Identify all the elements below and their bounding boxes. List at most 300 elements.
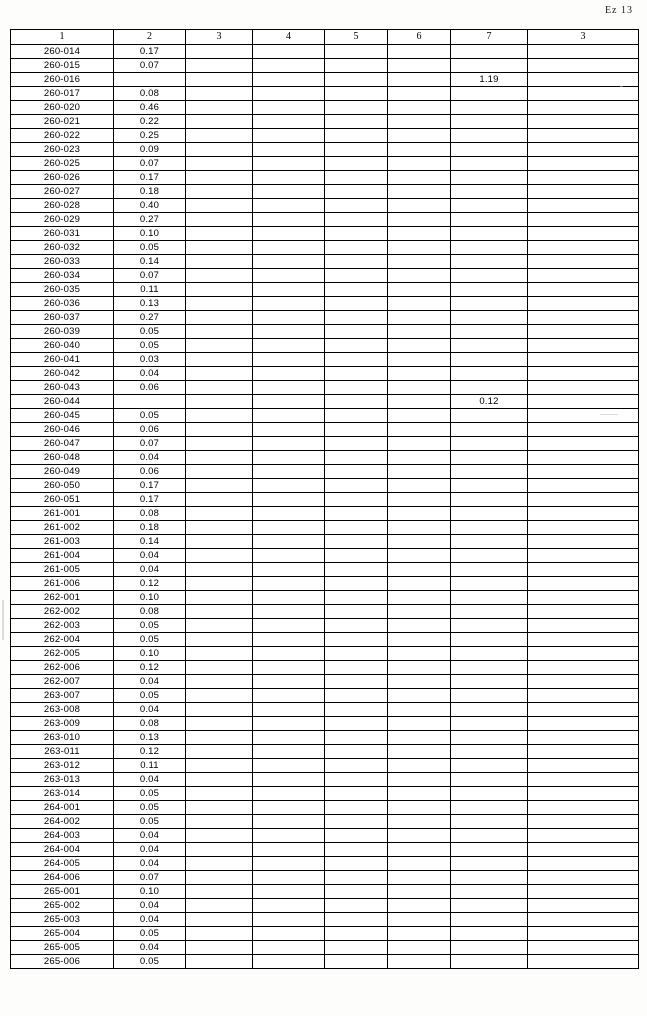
row-value-cell: 0.12	[114, 661, 186, 675]
row-value-cell	[388, 605, 451, 619]
table-row	[11, 717, 639, 731]
row-value-cell	[325, 773, 388, 787]
row-value-cell	[253, 465, 325, 479]
table-row	[11, 101, 639, 115]
row-value-cell	[451, 577, 528, 591]
row-value-cell	[528, 115, 639, 129]
row-value-cell	[528, 353, 639, 367]
row-id-cell: 260-022	[11, 129, 114, 143]
row-value-cell	[388, 871, 451, 885]
row-value-cell	[186, 255, 253, 269]
row-value-cell	[451, 941, 528, 955]
row-value-cell	[186, 871, 253, 885]
row-value-cell	[253, 885, 325, 899]
row-value-cell	[388, 115, 451, 129]
row-value-cell	[186, 717, 253, 731]
row-value-cell	[528, 577, 639, 591]
row-value-cell	[388, 255, 451, 269]
row-value-cell	[186, 45, 253, 59]
table-row	[11, 73, 639, 87]
row-value-cell	[325, 227, 388, 241]
row-value-cell	[186, 941, 253, 955]
row-id-cell: 263-009	[11, 717, 114, 731]
row-value-cell	[325, 843, 388, 857]
row-id-cell: 263-013	[11, 773, 114, 787]
row-value-cell	[325, 521, 388, 535]
row-value-cell	[325, 171, 388, 185]
row-value-cell	[186, 101, 253, 115]
row-value-cell	[388, 913, 451, 927]
row-id-cell: 264-002	[11, 815, 114, 829]
row-id-cell: 265-005	[11, 941, 114, 955]
row-value-cell	[528, 941, 639, 955]
row-value-cell	[388, 269, 451, 283]
row-value-cell	[186, 955, 253, 969]
row-value-cell: 0.13	[114, 297, 186, 311]
row-value-cell	[528, 829, 639, 843]
row-value-cell	[253, 115, 325, 129]
row-value-cell: 0.27	[114, 311, 186, 325]
row-value-cell	[186, 157, 253, 171]
row-value-cell	[186, 535, 253, 549]
row-value-cell	[253, 423, 325, 437]
row-value-cell: 0.05	[114, 801, 186, 815]
table-row	[11, 423, 639, 437]
row-value-cell: 0.07	[114, 157, 186, 171]
row-value-cell	[388, 941, 451, 955]
row-value-cell	[325, 885, 388, 899]
row-value-cell: 0.04	[114, 549, 186, 563]
table-row	[11, 353, 639, 367]
row-value-cell	[253, 311, 325, 325]
row-value-cell	[528, 773, 639, 787]
row-value-cell	[451, 255, 528, 269]
table-row	[11, 521, 639, 535]
row-value-cell: 0.05	[114, 787, 186, 801]
row-value-cell	[253, 227, 325, 241]
row-value-cell	[451, 185, 528, 199]
table-row	[11, 885, 639, 899]
table-row	[11, 213, 639, 227]
row-value-cell	[528, 87, 639, 101]
table-row	[11, 801, 639, 815]
row-value-cell	[253, 73, 325, 87]
row-value-cell	[451, 955, 528, 969]
row-id-cell: 260-037	[11, 311, 114, 325]
row-value-cell	[325, 661, 388, 675]
row-value-cell	[528, 129, 639, 143]
row-value-cell	[388, 409, 451, 423]
row-value-cell	[325, 213, 388, 227]
row-value-cell	[451, 493, 528, 507]
row-value-cell	[528, 913, 639, 927]
row-value-cell	[388, 185, 451, 199]
row-value-cell	[388, 507, 451, 521]
row-value-cell: 0.05	[114, 325, 186, 339]
row-id-cell: 260-047	[11, 437, 114, 451]
table-row	[11, 115, 639, 129]
row-value-cell	[528, 269, 639, 283]
row-value-cell	[451, 899, 528, 913]
row-value-cell	[325, 59, 388, 73]
row-value-cell	[528, 157, 639, 171]
row-id-cell: 263-011	[11, 745, 114, 759]
row-value-cell	[451, 213, 528, 227]
row-id-cell: 260-017	[11, 87, 114, 101]
row-value-cell	[388, 899, 451, 913]
row-value-cell	[325, 199, 388, 213]
row-value-cell	[253, 185, 325, 199]
table-row	[11, 255, 639, 269]
row-value-cell	[388, 955, 451, 969]
row-value-cell	[528, 801, 639, 815]
row-value-cell: 0.11	[114, 283, 186, 297]
row-value-cell	[388, 563, 451, 577]
row-value-cell	[451, 535, 528, 549]
row-value-cell	[388, 619, 451, 633]
row-value-cell: 0.40	[114, 199, 186, 213]
row-value-cell	[528, 255, 639, 269]
row-value-cell	[186, 59, 253, 73]
row-value-cell	[388, 703, 451, 717]
table-row	[11, 563, 639, 577]
row-value-cell	[451, 759, 528, 773]
row-value-cell	[388, 73, 451, 87]
row-value-cell: 0.05	[114, 815, 186, 829]
row-value-cell	[253, 199, 325, 213]
row-value-cell	[253, 507, 325, 521]
row-value-cell	[451, 479, 528, 493]
row-value-cell: 0.05	[114, 689, 186, 703]
table-row	[11, 605, 639, 619]
row-value-cell	[388, 311, 451, 325]
row-value-cell	[528, 521, 639, 535]
row-value-cell	[253, 759, 325, 773]
row-value-cell	[253, 941, 325, 955]
row-value-cell: 0.10	[114, 227, 186, 241]
row-id-cell: 264-004	[11, 843, 114, 857]
row-value-cell	[528, 381, 639, 395]
row-value-cell	[325, 647, 388, 661]
table-row	[11, 311, 639, 325]
row-value-cell	[325, 829, 388, 843]
row-value-cell	[325, 633, 388, 647]
row-value-cell	[528, 423, 639, 437]
table-row	[11, 549, 639, 563]
row-value-cell	[186, 829, 253, 843]
table-row	[11, 409, 639, 423]
row-value-cell	[451, 297, 528, 311]
row-id-cell: 260-020	[11, 101, 114, 115]
row-value-cell	[253, 297, 325, 311]
row-value-cell	[325, 731, 388, 745]
row-value-cell: 0.04	[114, 829, 186, 843]
table-row	[11, 199, 639, 213]
row-value-cell	[451, 87, 528, 101]
row-value-cell	[388, 591, 451, 605]
row-value-cell	[451, 241, 528, 255]
row-value-cell	[528, 227, 639, 241]
row-id-cell: 260-021	[11, 115, 114, 129]
row-value-cell	[325, 185, 388, 199]
row-value-cell	[388, 465, 451, 479]
row-value-cell	[253, 899, 325, 913]
row-value-cell	[186, 395, 253, 409]
table-row	[11, 479, 639, 493]
column-header-2: 2	[114, 30, 186, 45]
row-value-cell	[325, 535, 388, 549]
row-value-cell	[253, 451, 325, 465]
row-value-cell	[253, 787, 325, 801]
table-body	[11, 45, 639, 969]
row-value-cell	[388, 241, 451, 255]
row-value-cell	[253, 745, 325, 759]
row-value-cell	[253, 675, 325, 689]
row-value-cell	[186, 815, 253, 829]
row-value-cell	[528, 955, 639, 969]
row-value-cell	[451, 339, 528, 353]
row-value-cell	[388, 353, 451, 367]
row-value-cell	[528, 283, 639, 297]
row-value-cell	[528, 745, 639, 759]
row-value-cell	[325, 801, 388, 815]
table-row	[11, 787, 639, 801]
row-value-cell	[325, 955, 388, 969]
row-value-cell	[528, 171, 639, 185]
row-value-cell	[451, 409, 528, 423]
row-value-cell	[186, 143, 253, 157]
row-value-cell	[528, 199, 639, 213]
row-value-cell	[325, 269, 388, 283]
row-value-cell	[451, 157, 528, 171]
row-value-cell	[528, 185, 639, 199]
row-value-cell	[451, 423, 528, 437]
table-row	[11, 535, 639, 549]
row-value-cell	[528, 591, 639, 605]
row-id-cell: 261-001	[11, 507, 114, 521]
table-row	[11, 759, 639, 773]
row-id-cell: 263-012	[11, 759, 114, 773]
row-value-cell	[253, 857, 325, 871]
row-value-cell	[186, 199, 253, 213]
row-value-cell	[388, 283, 451, 297]
row-value-cell	[528, 479, 639, 493]
row-value-cell	[325, 437, 388, 451]
row-value-cell	[388, 535, 451, 549]
row-value-cell	[325, 745, 388, 759]
row-value-cell	[186, 787, 253, 801]
row-id-cell: 261-003	[11, 535, 114, 549]
row-id-cell: 262-007	[11, 675, 114, 689]
row-value-cell	[325, 87, 388, 101]
table-row	[11, 829, 639, 843]
row-value-cell: 0.03	[114, 353, 186, 367]
row-id-cell: 260-039	[11, 325, 114, 339]
table-row	[11, 339, 639, 353]
row-value-cell	[528, 899, 639, 913]
row-value-cell	[451, 633, 528, 647]
row-value-cell: 0.08	[114, 87, 186, 101]
row-value-cell: 0.08	[114, 507, 186, 521]
row-value-cell	[253, 283, 325, 297]
row-id-cell: 260-028	[11, 199, 114, 213]
row-value-cell	[325, 605, 388, 619]
row-value-cell	[528, 815, 639, 829]
row-value-cell	[186, 633, 253, 647]
row-value-cell	[388, 479, 451, 493]
table-row	[11, 745, 639, 759]
row-value-cell: 0.10	[114, 591, 186, 605]
row-value-cell	[253, 619, 325, 633]
row-value-cell	[325, 941, 388, 955]
row-value-cell	[325, 353, 388, 367]
row-value-cell	[186, 843, 253, 857]
row-value-cell: 0.25	[114, 129, 186, 143]
column-header-1: 1	[11, 30, 114, 45]
table-row	[11, 675, 639, 689]
row-value-cell	[325, 465, 388, 479]
row-value-cell	[186, 115, 253, 129]
row-value-cell	[186, 325, 253, 339]
row-id-cell: 260-040	[11, 339, 114, 353]
row-value-cell	[451, 325, 528, 339]
row-value-cell	[253, 129, 325, 143]
row-value-cell	[528, 927, 639, 941]
row-value-cell	[528, 451, 639, 465]
row-value-cell: 0.05	[114, 619, 186, 633]
row-value-cell: 0.17	[114, 479, 186, 493]
scan-edge-shadow	[2, 600, 4, 640]
row-value-cell	[186, 353, 253, 367]
data-table-container	[10, 29, 638, 969]
row-value-cell	[325, 381, 388, 395]
row-value-cell	[388, 213, 451, 227]
row-id-cell: 260-051	[11, 493, 114, 507]
row-value-cell	[451, 857, 528, 871]
row-value-cell	[388, 829, 451, 843]
row-value-cell	[186, 661, 253, 675]
table-row	[11, 395, 639, 409]
row-id-cell: 260-035	[11, 283, 114, 297]
row-value-cell	[253, 535, 325, 549]
row-value-cell	[388, 885, 451, 899]
row-id-cell: 265-001	[11, 885, 114, 899]
row-value-cell	[186, 899, 253, 913]
table-row	[11, 171, 639, 185]
row-value-cell	[186, 521, 253, 535]
row-value-cell: 0.04	[114, 367, 186, 381]
row-id-cell: 260-042	[11, 367, 114, 381]
scan-speck	[620, 86, 623, 87]
row-value-cell: 0.05	[114, 927, 186, 941]
row-value-cell: 0.04	[114, 843, 186, 857]
row-value-cell	[451, 59, 528, 73]
row-value-cell: 0.06	[114, 465, 186, 479]
row-value-cell: 0.07	[114, 871, 186, 885]
row-value-cell	[253, 255, 325, 269]
table-row	[11, 591, 639, 605]
row-value-cell	[388, 745, 451, 759]
row-value-cell	[325, 913, 388, 927]
row-value-cell	[388, 731, 451, 745]
row-value-cell	[325, 717, 388, 731]
row-id-cell: 260-033	[11, 255, 114, 269]
row-value-cell	[388, 675, 451, 689]
row-value-cell	[388, 451, 451, 465]
row-value-cell	[451, 45, 528, 59]
row-value-cell	[325, 815, 388, 829]
row-value-cell	[253, 605, 325, 619]
row-value-cell	[253, 591, 325, 605]
row-value-cell	[528, 605, 639, 619]
row-value-cell	[388, 325, 451, 339]
row-value-cell	[186, 297, 253, 311]
page-header-note: Ez 13	[604, 5, 633, 16]
row-value-cell	[451, 353, 528, 367]
table-row	[11, 241, 639, 255]
row-value-cell	[451, 507, 528, 521]
row-value-cell	[528, 395, 639, 409]
row-value-cell	[528, 339, 639, 353]
row-value-cell	[528, 731, 639, 745]
row-value-cell	[528, 493, 639, 507]
row-value-cell: 0.12	[114, 577, 186, 591]
row-value-cell	[253, 717, 325, 731]
row-value-cell: 0.05	[114, 241, 186, 255]
row-value-cell	[186, 549, 253, 563]
row-value-cell	[388, 367, 451, 381]
table-row	[11, 661, 639, 675]
table-row	[11, 45, 639, 59]
row-value-cell	[451, 885, 528, 899]
column-header-6: 6	[388, 30, 451, 45]
row-value-cell	[253, 213, 325, 227]
table-row	[11, 773, 639, 787]
row-id-cell: 260-048	[11, 451, 114, 465]
table-row	[11, 577, 639, 591]
row-value-cell	[325, 507, 388, 521]
row-value-cell	[528, 549, 639, 563]
row-value-cell	[325, 241, 388, 255]
row-id-cell: 265-003	[11, 913, 114, 927]
row-value-cell: 0.04	[114, 563, 186, 577]
row-value-cell	[325, 549, 388, 563]
row-value-cell	[186, 269, 253, 283]
table-row	[11, 129, 639, 143]
table-row	[11, 619, 639, 633]
row-value-cell	[325, 591, 388, 605]
row-value-cell	[253, 101, 325, 115]
row-value-cell: 0.04	[114, 913, 186, 927]
row-value-cell	[451, 521, 528, 535]
row-value-cell	[388, 339, 451, 353]
row-value-cell	[451, 843, 528, 857]
row-id-cell: 263-014	[11, 787, 114, 801]
row-value-cell: 0.17	[114, 45, 186, 59]
row-value-cell	[186, 675, 253, 689]
table-row	[11, 843, 639, 857]
table-row	[11, 703, 639, 717]
row-value-cell	[388, 689, 451, 703]
row-value-cell	[451, 367, 528, 381]
row-value-cell	[528, 297, 639, 311]
table-row	[11, 633, 639, 647]
row-value-cell	[253, 59, 325, 73]
row-id-cell: 262-005	[11, 647, 114, 661]
row-value-cell: 0.05	[114, 955, 186, 969]
row-value-cell	[451, 283, 528, 297]
row-value-cell	[325, 339, 388, 353]
